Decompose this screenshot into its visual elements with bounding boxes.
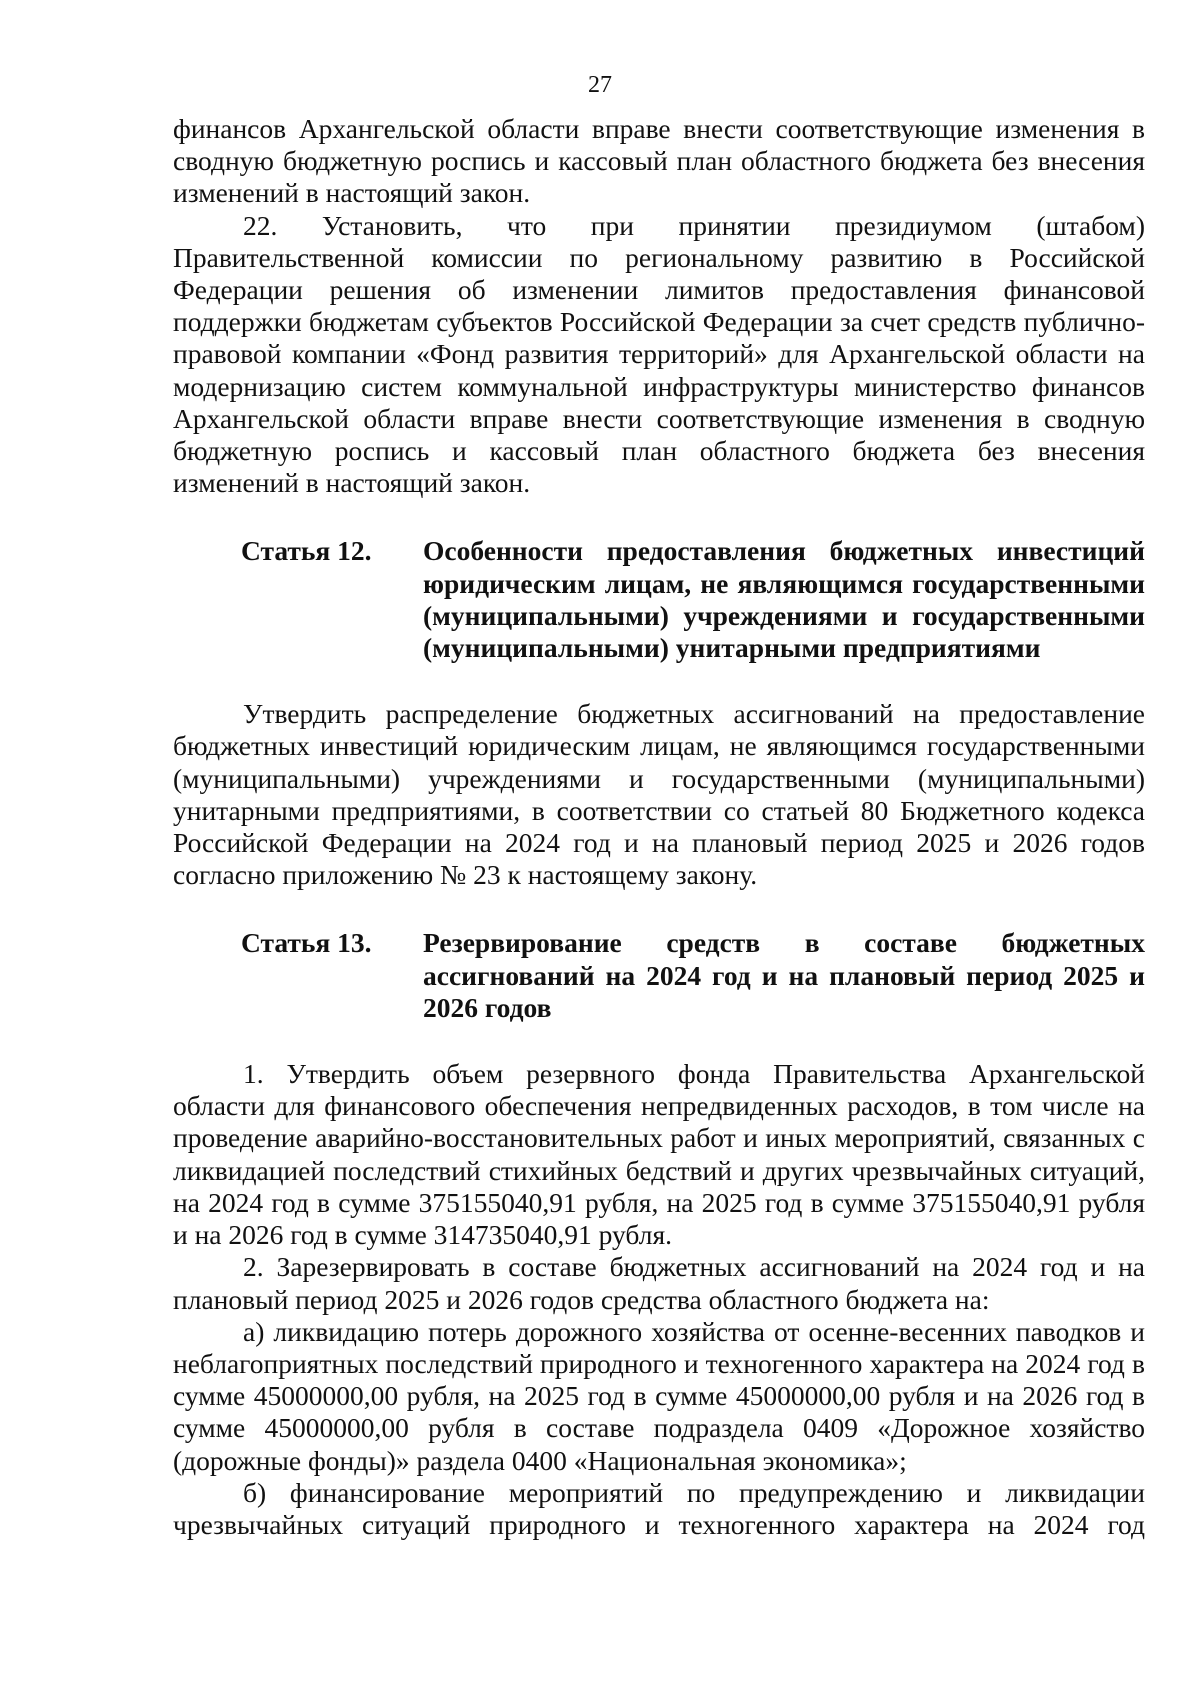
article-13-heading	[173, 927, 1145, 1024]
article-12-heading	[173, 535, 1145, 664]
document-body	[173, 113, 1145, 1541]
page-number: 27	[588, 72, 612, 98]
article-13-paragraph-2: 2. Зарезервировать в составе бюджетных ассигнований на 2024 год и на плановый период 2025 и 2026 годов средства областного бюджета на:	[173, 1251, 1145, 1315]
article-12-title: Особенности предоставления бюджетных инвестиций юридическим лицам, не являющимся государственными (муниципальными) учреждениями и государственными (муниципальными) унитарными предприятиями	[423, 535, 1145, 664]
paragraph-item-22: 22. Установить, что при принятии президиумом (штабом) Правительственной комиссии по региональному развитию в Российской Федерации решения об изменении лимитов предоставления финансовой поддержки бюджетам субъектов Российской Федерации за счет средств публично-правовой компании «Фонд развития территорий» для Архангельской области на модернизацию систем коммунальной инфраструктуры министерство финансов Архангельской области вправе внести соответствующие изменения в сводную бюджетную роспись и кассовый план областного бюджета без внесения изменений в настоящий закон.	[173, 209, 1145, 499]
article-13-paragraph-2b: б) финансирование мероприятий по предупреждению и ликвидации чрезвычайных ситуаций природного и техногенного характера на 2024 год	[173, 1476, 1145, 1540]
article-12-label: Статья 12.	[241, 535, 372, 567]
article-13-paragraph-1: 1. Утвердить объем резервного фонда Правительства Архангельской области для финансового обеспечения непредвиденных расходов, в том числе на проведение аварийно-восстановительных работ и иных мероприятий, связанных с ликвидацией последствий стихийных бедствий и других чрезвычайных ситуаций, на 2024 год в сумме 375155040,91 рубля, на 2025 год в сумме 375155040,91 рубля и на 2026 год в сумме 314735040,91 рубля.	[173, 1058, 1145, 1251]
article-13-title: Резервирование средств в составе бюджетных ассигнований на 2024 год и на плановый период 2025 и 2026 годов	[423, 927, 1145, 1023]
article-13-label: Статья 13.	[241, 927, 372, 959]
article-12-text: Утвердить распределение бюджетных ассигнований на предоставление бюджетных инвестиций юридическим лицам, не являющимся государственными (муниципальными) учреждениями и государственными (муниципальными) унитарными предприятиями, в соответствии со статьей 80 Бюджетного кодекса Российской Федерации на 2024 год и на плановый период 2025 и 2026 годов согласно приложению № 23 к настоящему закону.	[173, 698, 1145, 891]
paragraph-continuation: финансов Архангельской области вправе внести соответствующие изменения в сводную бюджетную роспись и кассовый план областного бюджета без внесения изменений в настоящий закон.	[173, 113, 1145, 209]
article-13-paragraph-2a: а) ликвидацию потерь дорожного хозяйства от осенне-весенних паводков и неблагоприятных последствий природного и техногенного характера на 2024 год в сумме 45000000,00 рубля, на 2025 год в сумме 45000000,00 рубля и на 2026 год в сумме 45000000,00 рубля в составе подраздела 0409 «Дорожное хозяйство (дорожные фонды)» раздела 0400 «Национальная экономика»;	[173, 1315, 1145, 1476]
